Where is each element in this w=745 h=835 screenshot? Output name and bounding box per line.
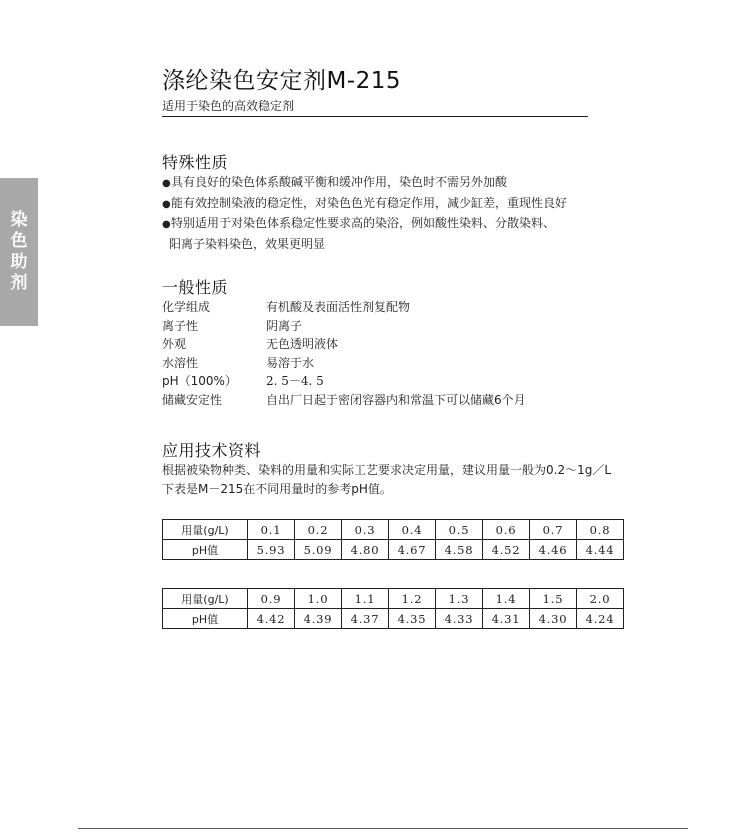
- special-properties-heading: 特殊性质: [162, 153, 229, 172]
- dosage-row: [163, 520, 624, 540]
- bullet-icon: ●: [162, 178, 171, 189]
- ph-cell: 4.35: [389, 609, 436, 629]
- ph-row: [163, 609, 624, 629]
- dosage-ph-table-1: [162, 519, 624, 560]
- dosage-header-cell: 用量(g/L): [163, 520, 248, 540]
- feature-item: [162, 173, 592, 194]
- property-key: pH（100%）: [162, 374, 237, 388]
- ph-header-cell: pH值: [163, 609, 248, 629]
- dosage-cell: 1.2: [389, 589, 436, 609]
- dosage-cell: 1.1: [342, 589, 389, 609]
- category-side-tab: [0, 178, 38, 326]
- dosage-cell: 0.5: [436, 520, 483, 540]
- feature-text: 特别适用于对染色体系稳定性要求高的染浴，例如酸性染料、分散染料、: [171, 216, 556, 230]
- property-row: [162, 298, 526, 317]
- ph-cell: 4.33: [436, 609, 483, 629]
- dosage-ph-table-2: [162, 588, 624, 629]
- property-value: 易溶于水: [266, 355, 315, 370]
- ph-cell: 4.58: [436, 540, 483, 560]
- property-key: 储藏安定性: [162, 392, 223, 407]
- dosage-cell: 0.9: [248, 589, 295, 609]
- ph-cell: 5.93: [248, 540, 295, 560]
- property-key: 离子性: [162, 318, 199, 333]
- property-value: 无色透明液体: [266, 337, 339, 351]
- feature-item-continuation: 阳离子染料染色，效果更明显: [169, 236, 326, 251]
- ph-header-cell: pH值: [163, 540, 248, 560]
- footer-divider: [78, 828, 688, 829]
- ph-cell: 4.24: [577, 609, 624, 629]
- side-tab-char: 助: [10, 252, 28, 272]
- title-divider: [162, 116, 588, 117]
- side-tab-char: 色: [10, 231, 28, 251]
- special-properties-list: [162, 173, 592, 253]
- dosage-cell: 1.4: [483, 589, 530, 609]
- ph-cell: 4.37: [342, 609, 389, 629]
- side-tab-char: 染: [10, 210, 28, 230]
- ph-cell: 4.39: [295, 609, 342, 629]
- dosage-cell: 2.0: [577, 589, 624, 609]
- application-text-line: 下表是M－215在不同用量时的参考pH值。: [162, 482, 392, 496]
- bullet-icon: ●: [162, 198, 171, 210]
- general-properties-heading: 一般性质: [162, 278, 229, 297]
- dosage-cell: 0.8: [577, 520, 624, 540]
- property-value: 阴离子: [266, 318, 303, 333]
- ph-cell: 4.46: [530, 540, 577, 560]
- ph-cell: 4.44: [577, 540, 624, 560]
- property-value: 2. 5－4. 5: [266, 374, 324, 388]
- side-tab-char: 剂: [10, 273, 28, 293]
- property-row: [162, 372, 526, 391]
- feature-item: [162, 194, 592, 215]
- ph-cell: 5.09: [295, 540, 342, 560]
- ph-cell: 4.80: [342, 540, 389, 560]
- application-heading: 应用技术资料: [162, 441, 262, 460]
- ph-cell: 4.42: [248, 609, 295, 629]
- property-key: 外观: [162, 337, 187, 351]
- property-key: 水溶性: [162, 355, 199, 370]
- property-row: [162, 391, 526, 410]
- dosage-cell: 1.5: [530, 589, 577, 609]
- dosage-cell: 0.2: [295, 520, 342, 540]
- feature-text: 具有良好的染色体系酸碱平衡和缓冲作用，染色时不需另外加酸: [171, 175, 508, 189]
- general-properties-table: [162, 298, 526, 409]
- product-subtitle: 适用于染色的高效稳定剂: [162, 99, 295, 113]
- dosage-cell: 0.6: [483, 520, 530, 540]
- dosage-cell: 1.0: [295, 589, 342, 609]
- product-title: 涤纶染色安定剂M-215: [162, 68, 402, 94]
- dosage-header-cell: 用量(g/L): [163, 589, 248, 609]
- property-value: 自出厂日起于密闭容器内和常温下可以储藏6个月: [266, 392, 526, 407]
- dosage-cell: 1.3: [436, 589, 483, 609]
- property-key: 化学组成: [162, 300, 211, 314]
- dosage-row: [163, 589, 624, 609]
- ph-cell: 4.30: [530, 609, 577, 629]
- ph-cell: 4.52: [483, 540, 530, 560]
- bullet-icon: ●: [162, 219, 171, 230]
- property-value: 有机酸及表面活性剂复配物: [266, 300, 411, 314]
- dosage-cell: 0.3: [342, 520, 389, 540]
- feature-text: 能有效控制染液的稳定性，对染色色光有稳定作用，减少缸差，重现性良好: [171, 195, 568, 210]
- ph-cell: 4.31: [483, 609, 530, 629]
- property-row: [162, 335, 526, 354]
- dosage-cell: 0.1: [248, 520, 295, 540]
- feature-item: [162, 214, 592, 235]
- dosage-cell: 0.7: [530, 520, 577, 540]
- property-row: [162, 354, 526, 373]
- ph-row: [163, 540, 624, 560]
- property-row: [162, 317, 526, 336]
- dosage-cell: 0.4: [389, 520, 436, 540]
- application-text-line: 根据被染物种类、染料的用量和实际工艺要求决定用量，建议用量一般为0.2～1g／L: [162, 463, 612, 477]
- ph-cell: 4.67: [389, 540, 436, 560]
